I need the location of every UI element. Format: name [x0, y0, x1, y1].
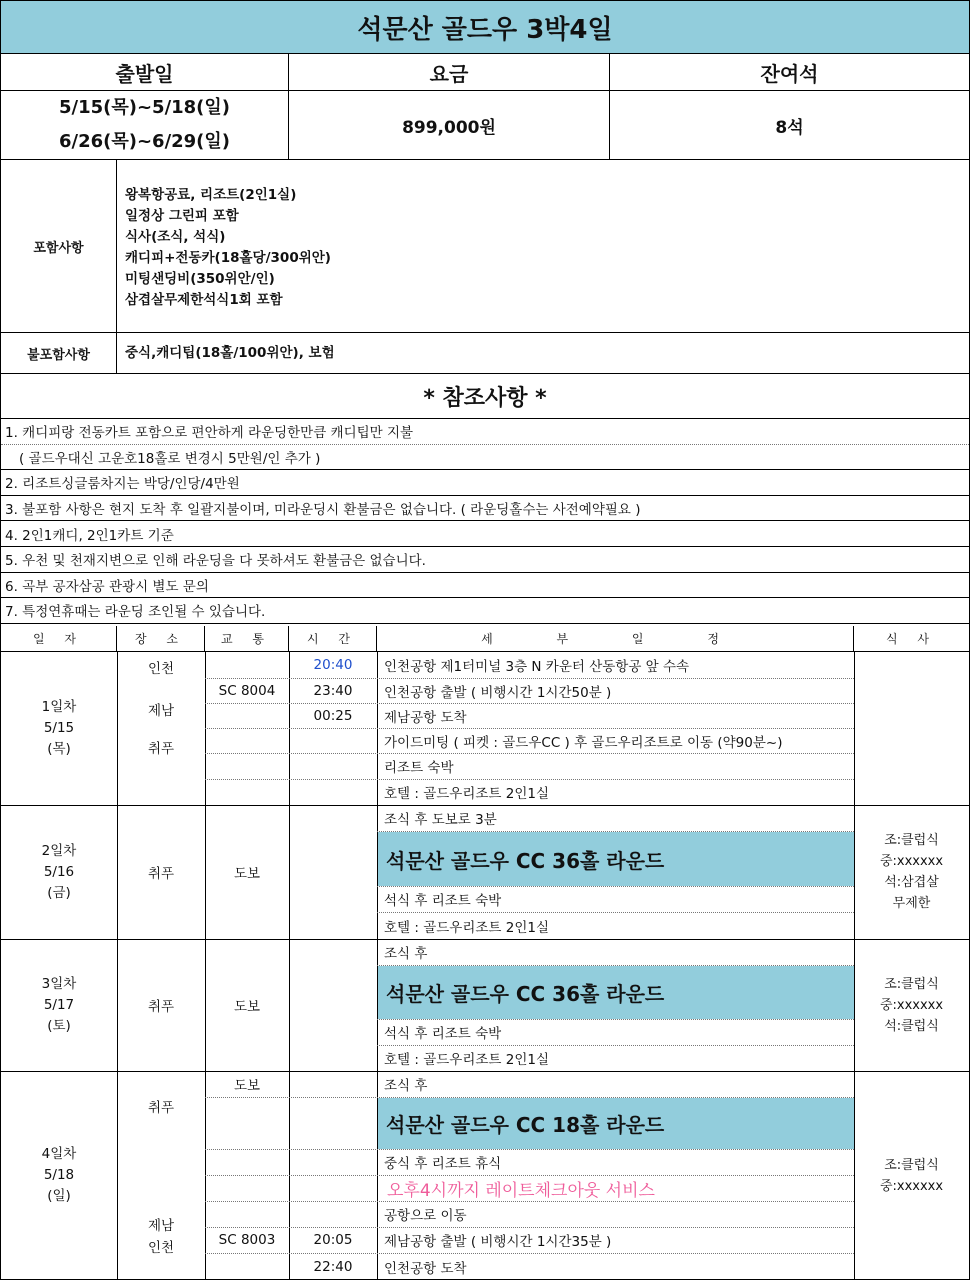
day-weekday: (금): [47, 884, 71, 901]
day-date: 5/17: [43, 996, 75, 1013]
excluded-text: 중식,캐디팁(18홀/100위안), 보험: [117, 333, 969, 374]
seats-header: 잔여석: [610, 54, 969, 91]
included-item: 식사(조식, 석식): [125, 229, 226, 245]
included-list: [117, 160, 969, 333]
day-4-transport-2: SC 8003: [218, 1232, 276, 1248]
day-1-detail: 인천공항 제1터미널 3층 N 카운터 산동항공 앞 수속: [384, 659, 690, 675]
conditions-table: [0, 160, 970, 374]
departure-header: 출발일: [1, 54, 289, 91]
meal-item: 조:클럽식: [884, 833, 939, 848]
included-label: 포함사항: [1, 160, 117, 333]
day-3-round-highlight: 석문산 골드우 CC 36홀 라운드: [378, 966, 854, 1019]
schedule-header-time: 시 간: [289, 626, 377, 652]
day-2-meals: [854, 805, 969, 939]
day-3-detail: 석식 후 리조트 숙박: [384, 1026, 502, 1042]
day-1-time-3: 00:25: [313, 707, 353, 724]
schedule-header-detail: 세 부 일 정: [377, 626, 854, 652]
day-4-place-3: 인천: [147, 1239, 175, 1256]
day-1-detail: 호텔 : 골드우리조트 2인1실: [384, 786, 550, 802]
day-4-detail: 제남공항 출발 ( 비행시간 1시간35분 ): [384, 1234, 612, 1250]
schedule-header-meal: 식 사: [854, 626, 969, 652]
day-4-detail: 인천공항 도착: [384, 1260, 467, 1277]
day-1-label: [1, 652, 117, 805]
day-number: 4일차: [41, 1146, 77, 1162]
day-4-label: [1, 1071, 117, 1280]
note-item: 3. 불포함 사항은 현지 도착 후 일괄지불이며, 미라운딩시 환불금은 없습니다. ( 라운딩홀수는 사전예약필요 ): [1, 496, 969, 522]
day-1-time-2: 23:40: [313, 682, 353, 699]
day-date: 5/18: [43, 1167, 75, 1183]
day-3-transport: 도보: [233, 999, 261, 1015]
day-3-place: 취푸: [147, 999, 175, 1015]
meal-item: 중:xxxxxx: [879, 854, 944, 869]
note-item: 4. 2인1캐디, 2인1카트 기준: [1, 521, 969, 547]
schedule-header-place: 장 소: [117, 626, 205, 652]
included-item: 삼겹살무제한석식1회 포함: [125, 292, 283, 308]
day-2-detail: 호텔 : 골드우리조트 2인1실: [384, 919, 550, 936]
day-date: 5/16: [43, 863, 75, 880]
departure-dates: [1, 91, 289, 160]
page-title: 석문산 골드우 3박4일: [0, 0, 970, 54]
schedule-header-transport: 교 통: [205, 626, 289, 652]
day-4-late-checkout-promo: 오후4시까지 레이트체크아웃 서비스: [387, 1180, 655, 1201]
price-header: 요금: [289, 54, 610, 91]
meal-item: 석:삼겹살: [884, 875, 939, 890]
day-2-label: [1, 805, 117, 939]
day-2-round-highlight: 석문산 골드우 CC 36홀 라운드: [378, 832, 854, 886]
included-item: 미팅샌딩비(350위안/인): [125, 271, 275, 287]
day-4-time-1: 20:05: [313, 1232, 353, 1248]
day-1-time-1: 20:40: [313, 657, 353, 673]
note-item: ( 골드우대신 고운호18홀로 변경시 5만원/인 추가 ): [1, 445, 969, 471]
day-1-place-1: 인천: [147, 660, 175, 677]
day-1-transport: SC 8004: [218, 682, 276, 699]
day-1-detail: 리조트 숙박: [384, 760, 454, 776]
day-number: 2일차: [41, 842, 77, 859]
day-2-place: 취푸: [147, 866, 175, 882]
day-4-time-2: 22:40: [313, 1258, 353, 1275]
meal-item: 석:클럽식: [884, 1018, 939, 1034]
day-1-detail: 제남공항 도착: [384, 709, 467, 726]
note-item: 7. 특정연휴때는 라운딩 조인될 수 있습니다.: [1, 598, 969, 624]
day-3-meals: [854, 939, 969, 1071]
day-1-detail: 인천공항 출발 ( 비행시간 1시간50분 ): [384, 684, 612, 701]
notes-title: * 참조사항 *: [1, 374, 969, 419]
day-weekday: (일): [47, 1188, 71, 1204]
day-weekday: (토): [47, 1017, 71, 1034]
day-number: 3일차: [41, 975, 77, 992]
included-item: 왕복항공료, 리조트(2인1실): [125, 187, 297, 203]
meal-item: 중:xxxxxx: [879, 1178, 944, 1194]
day-weekday: (목): [47, 741, 71, 757]
note-item: 1. 캐디피랑 전동카트 포함으로 편안하게 라운딩한만큼 캐디팁만 지불: [1, 419, 969, 445]
summary-table: [0, 54, 970, 160]
meal-item: 중:xxxxxx: [879, 997, 944, 1013]
included-item: 일정상 그린피 포함: [125, 208, 239, 224]
day-4-meals: [854, 1071, 969, 1280]
day-4-detail: 중식 후 리조트 휴식: [384, 1156, 502, 1172]
note-item: 2. 리조트싱글룸차지는 박당/인당/4만원: [1, 470, 969, 496]
departure-date-1: 5/15(목)~5/18(일): [58, 97, 231, 118]
day-4-detail: 공항으로 이동: [384, 1208, 467, 1224]
day-4-transport-1: 도보: [233, 1078, 261, 1094]
day-1-detail: 가이드미팅 ( 피켓 : 골드우CC ) 후 골드우리조트로 이동 (약90분~): [384, 734, 783, 751]
day-3-label: [1, 939, 117, 1071]
day-4-place-1: 취푸: [147, 1099, 175, 1116]
excluded-label: 불포함사항: [1, 333, 117, 374]
meal-item: 조:클럽식: [884, 1157, 939, 1173]
day-4-place-2: 제남: [147, 1217, 175, 1234]
day-1-place-2: 제남: [147, 702, 175, 719]
schedule-header-day: 일 자: [1, 626, 117, 652]
meal-item: 조:클럽식: [884, 976, 939, 992]
day-2-detail: 석식 후 리조트 숙박: [384, 893, 502, 909]
day-3-detail: 호텔 : 골드우리조트 2인1실: [384, 1052, 550, 1068]
day-date: 5/15: [43, 720, 75, 736]
day-2-transport: 도보: [233, 866, 261, 882]
day-1-place-3: 취푸: [147, 740, 175, 757]
day-3-detail: 조식 후: [384, 946, 428, 962]
seats-value: 8석: [610, 91, 969, 160]
departure-date-2: 6/26(목)~6/29(일): [58, 131, 231, 152]
day-2-detail: 조식 후 도보로 3분: [384, 812, 497, 828]
note-item: 6. 곡부 공자삼공 관광시 별도 문의: [1, 573, 969, 599]
included-item: 캐디피+전동카(18홀당/300위안): [125, 250, 331, 266]
price-value: 899,000원: [289, 91, 610, 160]
notes-section: [0, 374, 970, 626]
meal-item: 무제한: [892, 896, 931, 911]
day-4-detail: 조식 후: [384, 1078, 428, 1094]
day-number: 1일차: [41, 699, 77, 715]
day-4-round-highlight: 석문산 골드우 CC 18홀 라운드: [378, 1098, 854, 1149]
schedule-table: [0, 626, 970, 1280]
note-item: 5. 우천 및 천재지변으로 인해 라운딩을 다 못하셔도 환불금은 없습니다.: [1, 547, 969, 573]
